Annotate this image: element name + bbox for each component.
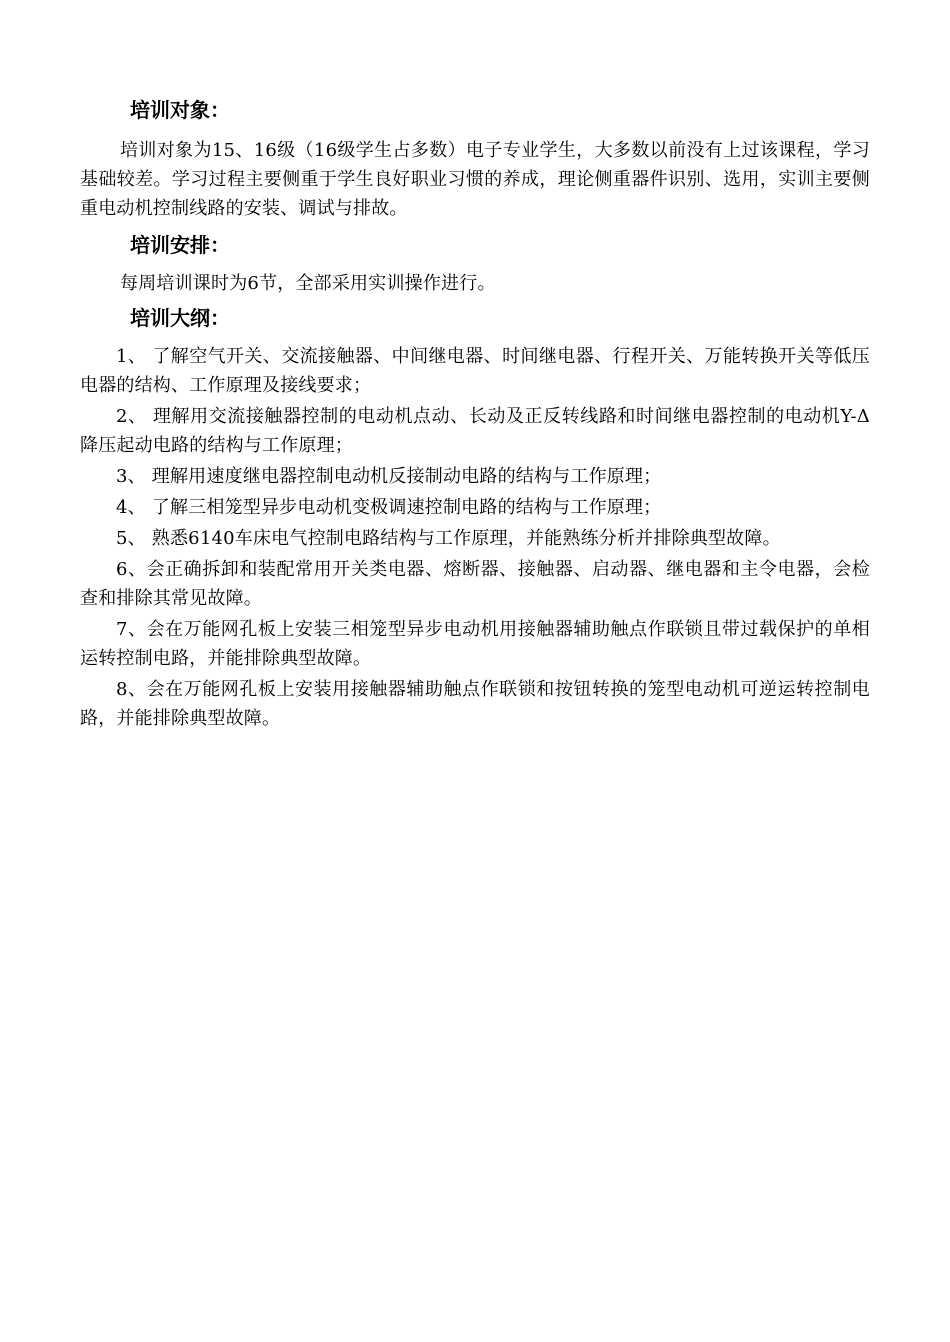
heading-training-arrangement: 培训安排：: [130, 233, 230, 257]
outline-item-5: 5、 熟悉6140车床电气控制电路结构与工作原理，并能熟练分析并排除典型故障。: [116, 528, 781, 549]
outline-item-7: 7、会在万能网孔板上安装三相笼型异步电动机用接触器辅助触点作联锁且带过载保护的单相运转控制电路，并能排除典型故障。: [80, 619, 870, 669]
outline-item-1: 1、 了解空气开关、交流接触器、中间继电器、时间继电器、行程开关、万能转换开关等低压电器的结构、工作原理及接线要求；: [80, 346, 870, 396]
outline-item-2: 2、 理解用交流接触器控制的电动机点动、长动及正反转线路和时间继电器控制的电动机Y-Δ降压起动电路的结构与工作原理；: [80, 406, 870, 456]
outline-item-6: 6、会正确拆卸和装配常用开关类电器、熔断器、接触器、启动器、继电器和主令电器，会检查和排除其常见故障。: [80, 559, 870, 609]
heading-training-outline: 培训大纲：: [130, 306, 230, 330]
outline-list: [80, 342, 870, 733]
outline-item-8: 8、会在万能网孔板上安装用接触器辅助触点作联锁和按钮转换的笼型电动机可逆运转控制电路，并能排除典型故障。: [80, 679, 870, 729]
paragraph-training-arrangement: 每周培训课时为6节，全部采用实训操作进行。: [120, 273, 496, 294]
heading-training-target: 培训对象：: [130, 98, 230, 122]
outline-item-3: 3、 理解用速度继电器控制电动机反接制动电路的结构与工作原理；: [116, 466, 662, 487]
document-page: [80, 96, 870, 735]
outline-item-4: 4、 了解三相笼型异步电动机变极调速控制电路的结构与工作原理；: [116, 497, 662, 518]
paragraph-training-target: 培训对象为15、16级（16级学生占多数）电子专业学生，大多数以前没有上过该课程，学习基础较差。学习过程主要侧重于学生良好职业习惯的养成，理论侧重器件识别、选用，实训主要侧重电动机控制线路的安装、调试与排故。: [80, 140, 870, 219]
